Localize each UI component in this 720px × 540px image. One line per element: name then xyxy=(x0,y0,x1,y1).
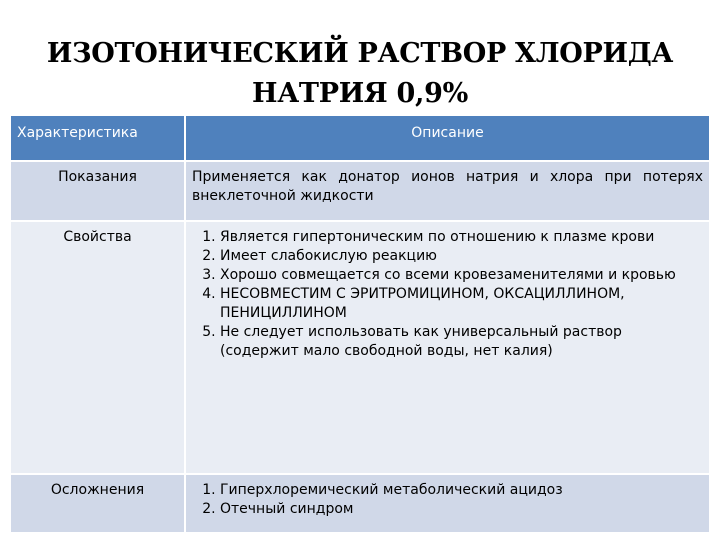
table-header-row xyxy=(11,116,709,161)
column-header-characteristic: Характеристика xyxy=(11,116,185,161)
slide-title-line-1: ИЗОТОНИЧЕСКИЙ РАСТВОР ХЛОРИДА xyxy=(46,38,674,69)
list-item: 3. Хорошо совмещается со всеми кровезаменителями и кровью xyxy=(220,266,703,285)
list-item: 1. Является гипертоническим по отношению к плазме крови xyxy=(220,228,703,247)
row-label-indications: Показания xyxy=(11,161,185,221)
table-row-indications xyxy=(11,161,709,221)
list-item: 2. Имеет слабокислую реакцию xyxy=(220,247,703,266)
row-description-properties xyxy=(185,221,709,474)
properties-list xyxy=(192,228,703,361)
indications-text: Применяется как донатор ионов натрия и хлора при потерях внеклеточной жидкости xyxy=(192,169,703,204)
characteristics-table xyxy=(11,116,709,532)
list-item: 2. Отечный синдром xyxy=(220,500,703,519)
slide-title-line-2: НАТРИЯ 0,9% xyxy=(252,78,468,109)
table-row-complications xyxy=(11,474,709,532)
row-label-complications: Осложнения xyxy=(11,474,185,532)
list-item: 5. Не следует использовать как универсальный раствор (содержит мало свободной воды, нет калия) xyxy=(220,323,703,361)
column-header-description: Описание xyxy=(185,116,709,161)
row-description-indications xyxy=(185,161,709,221)
row-label-properties: Свойства xyxy=(11,221,185,474)
slide-title xyxy=(0,34,720,114)
complications-list xyxy=(192,481,703,519)
list-item: 1. Гиперхлоремический метаболический ацидоз xyxy=(220,481,703,500)
list-item: 4. НЕСОВМЕСТИМ С ЭРИТРОМИЦИНОМ, ОКСАЦИЛЛИНОМ, ПЕНИЦИЛЛИНОМ xyxy=(220,285,703,323)
row-description-complications xyxy=(185,474,709,532)
table-row-properties xyxy=(11,221,709,474)
